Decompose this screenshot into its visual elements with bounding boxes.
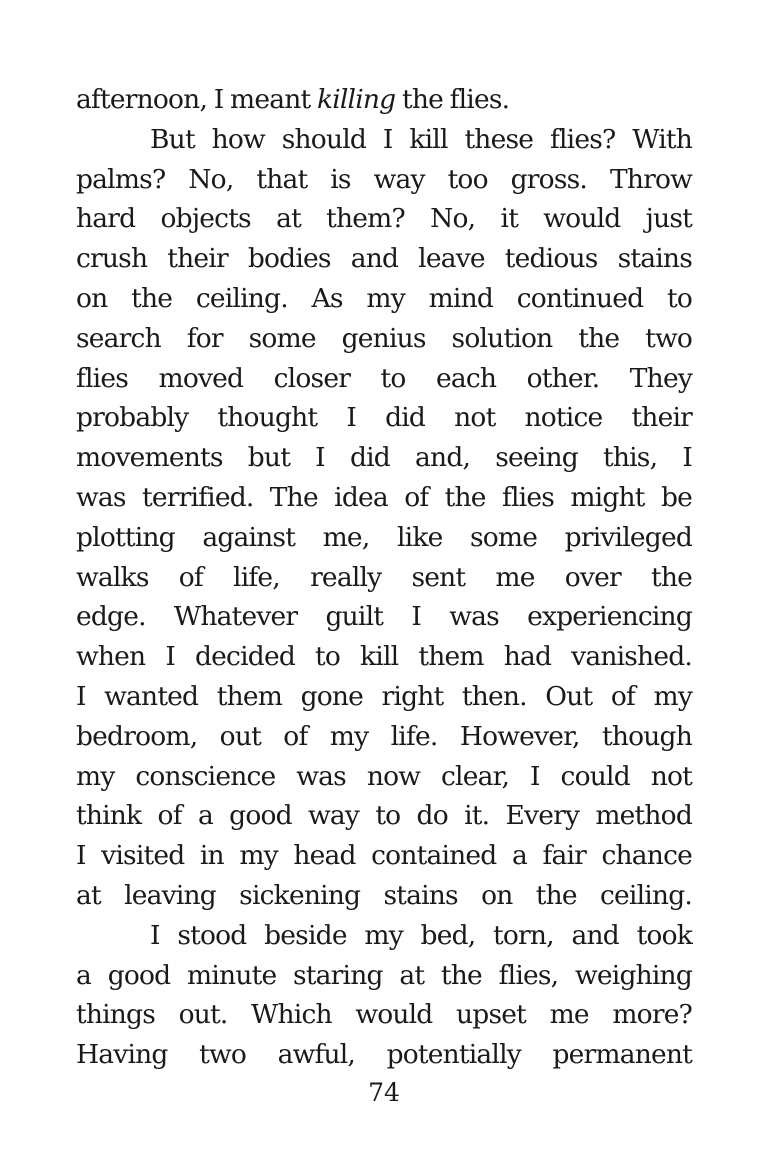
paragraph-start-line: I stood beside my bed, torn, and took xyxy=(150,919,692,951)
text-line: search for some genius solution the two xyxy=(76,322,692,354)
text-line: I visited in my head contained a fair chance xyxy=(76,840,692,872)
text-line: on the ceiling. As my mind continued to xyxy=(76,282,692,314)
text-line: edge. Whatever guilt I was experiencing xyxy=(76,601,692,633)
text-line: things out. Which would upset me more? xyxy=(76,999,692,1031)
paragraph-start-line: But how should I kill these flies? With xyxy=(150,123,692,155)
text-line: at leaving sickening stains on the ceiling. xyxy=(76,879,692,911)
text-line: think of a good way to do it. Every method xyxy=(76,800,692,832)
text-line: afternoon, I meant killing the flies. xyxy=(76,84,510,115)
text-line: probably thought I did not notice their xyxy=(76,402,692,434)
text-line: a good minute staring at the flies, weighing xyxy=(76,959,692,991)
page-number: 74 xyxy=(368,1078,400,1107)
text-line: was terrified. The idea of the flies might be xyxy=(76,481,692,513)
text-line: palms? No, that is way too gross. Throw xyxy=(76,163,692,195)
text-line: bedroom, out of my life. However, though xyxy=(76,720,692,752)
text-line: plotting against me, like some privileged xyxy=(76,521,692,553)
text-line: crush their bodies and leave tedious stains xyxy=(76,243,692,275)
text-line: flies moved closer to each other. They xyxy=(76,362,692,394)
body-text xyxy=(76,80,692,1075)
text-line: I wanted them gone right then. Out of my xyxy=(76,680,692,712)
emphasis-word: killing xyxy=(316,84,396,115)
text-line: walks of life, really sent me over the xyxy=(76,561,692,593)
text-line: movements but I did and, seeing this, I xyxy=(76,442,692,474)
text-line: when I decided to kill them had vanished. xyxy=(76,641,692,673)
text-line: Having two awful, potentially permanent xyxy=(76,1039,692,1071)
text-line: my conscience was now clear, I could not xyxy=(76,760,692,792)
text-line: hard objects at them? No, it would just xyxy=(76,203,692,235)
